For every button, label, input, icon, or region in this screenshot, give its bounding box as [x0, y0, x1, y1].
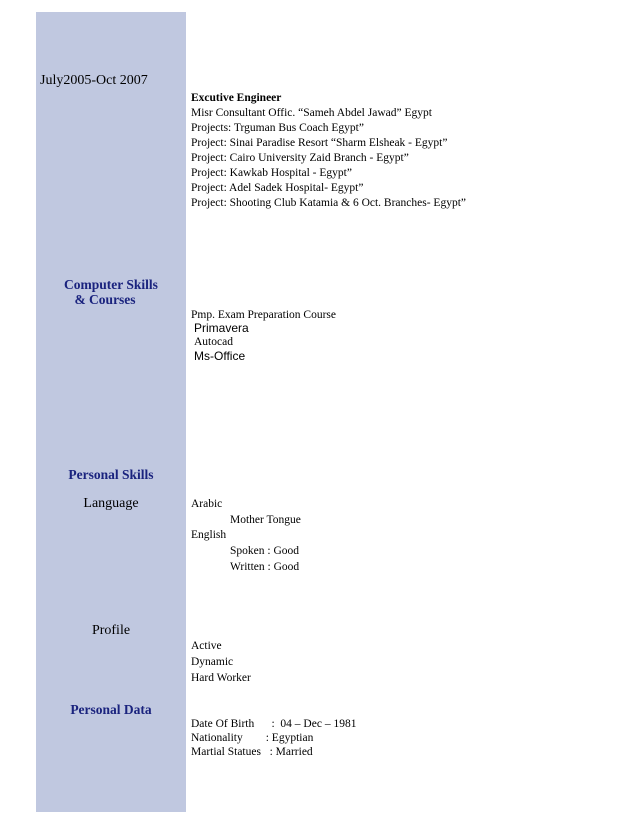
employment-date-range: July2005-Oct 2007 — [40, 73, 148, 88]
course-primavera: Primavera — [194, 321, 249, 335]
experience-line: Misr Consultant Offic. “Sameh Abdel Jawad” Egypt — [191, 107, 432, 119]
language-english-written: Written : Good — [230, 561, 300, 573]
computer-skills-heading: Computer Skills — [64, 277, 158, 292]
personal-data-heading: Personal Data — [70, 702, 152, 717]
language-arabic: Arabic — [191, 498, 223, 510]
job-title: Excutive Engineer — [191, 92, 282, 104]
profile-label: Profile — [91, 623, 131, 638]
language-arabic-level: Mother Tongue — [230, 514, 301, 526]
experience-line: Projects: Trguman Bus Coach Egypt” — [191, 122, 364, 134]
language-english: English — [191, 529, 227, 541]
course-autocad: Autocad — [194, 336, 233, 348]
profile-item: Active — [191, 640, 222, 652]
profile-item: Dynamic — [191, 656, 234, 668]
courses-heading: & Courses — [74, 292, 136, 307]
experience-block — [191, 91, 466, 211]
sidebar-panel — [36, 12, 186, 812]
language-english-spoken: Spoken : Good — [230, 545, 299, 557]
course-msoffice: Ms-Office — [194, 349, 246, 363]
experience-line: Project: Cairo University Zaid Branch - Egypt” — [191, 152, 409, 164]
language-label: Language — [83, 496, 139, 511]
experience-line: Project: Adel Sadek Hospital- Egypt” — [191, 182, 364, 194]
marital-status: Martial Statues : Married — [191, 746, 313, 758]
experience-line: Project: Shooting Club Katamia & 6 Oct. Branches- Egypt” — [191, 197, 466, 209]
experience-line: Project: Sinai Paradise Resort “Sharm Elsheak - Egypt” — [191, 137, 448, 149]
experience-line: Project: Kawkab Hospital - Egypt” — [191, 167, 352, 179]
date-of-birth: Date Of Birth : 04 – Dec – 1981 — [191, 718, 357, 730]
profile-item: Hard Worker — [191, 672, 251, 684]
nationality: Nationality : Egyptian — [191, 732, 314, 744]
course-pmp: Pmp. Exam Preparation Course — [191, 309, 337, 321]
personal-skills-heading: Personal Skills — [68, 467, 154, 482]
